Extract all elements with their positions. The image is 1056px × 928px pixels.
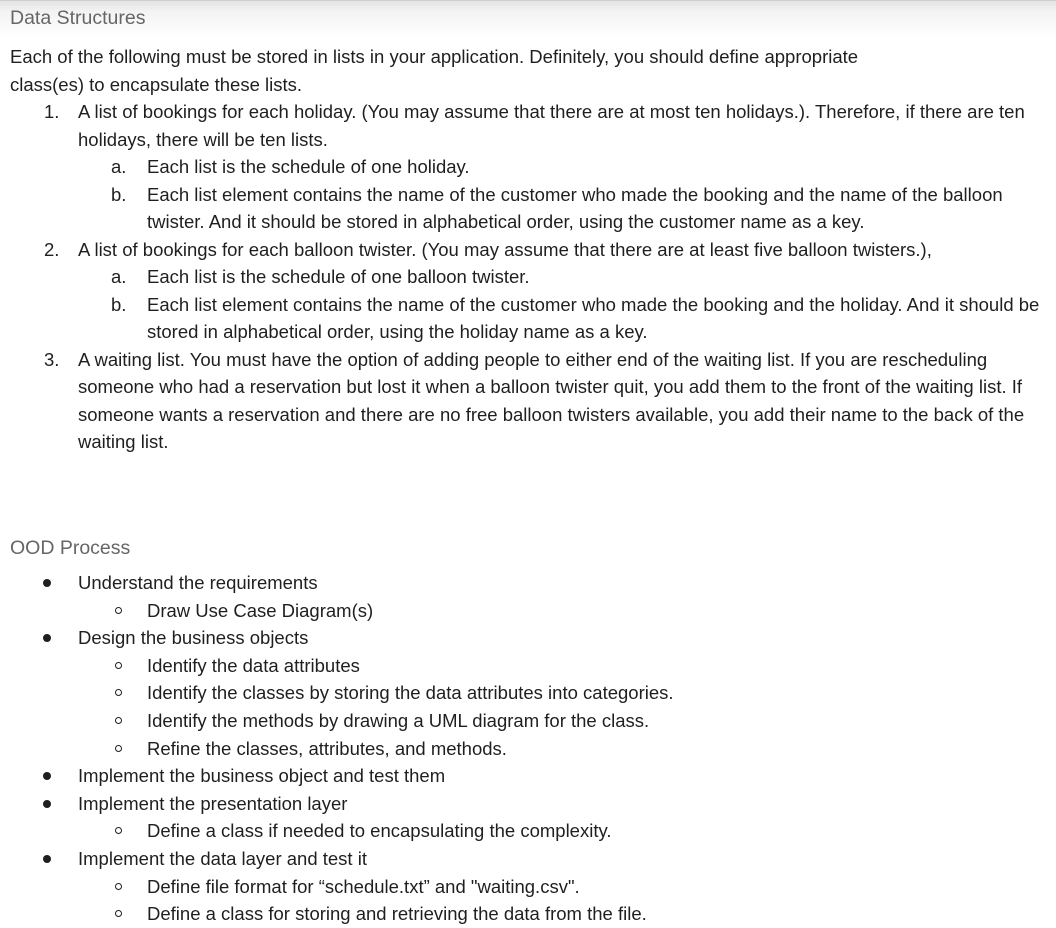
requirement-item [0,98,1040,236]
bullet-circle-icon [115,689,122,696]
requirement-subitem [78,153,1040,181]
bullet-dot-icon [43,634,51,642]
bullet-circle-icon [115,883,122,890]
ood-substep [78,900,1040,928]
requirement-subitem [78,181,1040,236]
requirements-list [0,98,1040,456]
ood-substep [78,597,1040,625]
ood-step [0,790,1040,845]
ood-substep-list [78,597,1040,625]
requirement-text: A list of bookings for each holiday. (You may assume that there are at most ten holidays.). Therefore, if there are ten holidays, there will be ten lists. [78,101,1025,150]
ood-substep [78,817,1040,845]
ood-substep-text: Define a class if needed to encapsulating the complexity. [147,820,612,842]
intro-line-1: Each of the following must be stored in lists in your application. Definitely, you should define appropriate [10,46,859,67]
bullet-circle-icon [115,745,122,752]
subitem-text: Each list is the schedule of one holiday. [147,156,470,177]
subitem-text: Each list is the schedule of one balloon twister. [147,266,530,287]
ood-substep-text: Define a class for storing and retrieving the data from the file. [147,903,647,925]
ood-substep [78,735,1040,763]
requirement-subitem [78,263,1040,291]
requirement-item [0,236,1040,346]
ood-step [0,845,1040,928]
ood-step [0,624,1040,762]
ood-substep-list [78,652,1040,762]
requirement-number: 3. [44,348,60,370]
section-title-data-structures: Data Structures [10,7,146,29]
intro-line-2: class(es) to encapsulate these lists. [10,73,303,95]
bullet-dot-icon [43,855,51,863]
bullet-circle-icon [115,662,122,669]
ood-substep [78,652,1040,680]
ood-step-text: Design the business objects [78,627,309,649]
ood-substep-text: Identify the data attributes [147,654,360,676]
ood-steps-list [0,569,1040,928]
bullet-dot-icon [43,772,51,780]
bullet-circle-icon [115,910,122,917]
requirement-text: A list of bookings for each balloon twister. (You may assume that there are at least five balloon twisters.), [78,238,932,260]
ood-substep [78,707,1040,735]
intro-paragraph [10,43,1050,98]
subitem-text: Each list element contains the name of the customer who made the booking and the holiday. And it should be stored in alphabetical order, using the holiday name as a key. [147,293,1040,342]
requirement-sublist [78,153,1040,236]
ood-substep-list [78,817,1040,845]
header-bar [0,0,1056,37]
ood-substep-text: Refine the classes, attributes, and methods. [147,737,507,759]
requirement-number: 2. [44,238,60,260]
ood-step-text: Implement the business object and test them [78,765,446,787]
ood-step [0,762,1040,790]
subitem-letter: b. [111,293,127,315]
ood-step-text: Implement the data layer and test it [78,847,367,869]
bullet-circle-icon [115,827,122,834]
subitem-letter: a. [111,266,127,287]
bullet-circle-icon [115,717,122,724]
requirement-subitem [78,291,1040,346]
subitem-letter: a. [111,156,127,177]
bullet-dot-icon [43,579,51,587]
ood-substep-list [78,873,1040,928]
requirement-sublist [78,263,1040,346]
ood-step-text: Understand the requirements [78,572,318,593]
bullet-dot-icon [43,800,51,808]
subitem-text: Each list element contains the name of the customer who made the booking and the name of the balloon twister. And it should be stored in alphabetical order, using the customer name as a key. [147,183,1003,232]
requirement-text: A waiting list. You must have the option of adding people to either end of the waiting list. If you are rescheduling someone who had a reservation but lost it when a balloon twister quit, you add them to the front of the waiting list. If someone wants a reservation and there are no free balloon twisters available, you add their name to the back of the waiting list. [78,348,1025,452]
ood-substep [78,679,1040,707]
section-title-ood-process: OOD Process [10,537,131,559]
ood-substep-text: Identify the classes by storing the data attributes into categories. [147,682,674,704]
bullet-circle-icon [115,607,122,614]
ood-substep-text: Draw Use Case Diagram(s) [147,599,374,621]
ood-step [0,569,1040,624]
ood-substep-text: Define file format for “schedule.txt” and "waiting.csv". [147,875,580,897]
requirement-number: 1. [44,101,60,122]
subitem-letter: b. [111,183,127,205]
ood-substep [78,873,1040,901]
requirement-item [0,346,1040,456]
ood-substep-text: Identify the methods by drawing a UML diagram for the class. [147,709,650,731]
ood-step-text: Implement the presentation layer [78,792,348,814]
